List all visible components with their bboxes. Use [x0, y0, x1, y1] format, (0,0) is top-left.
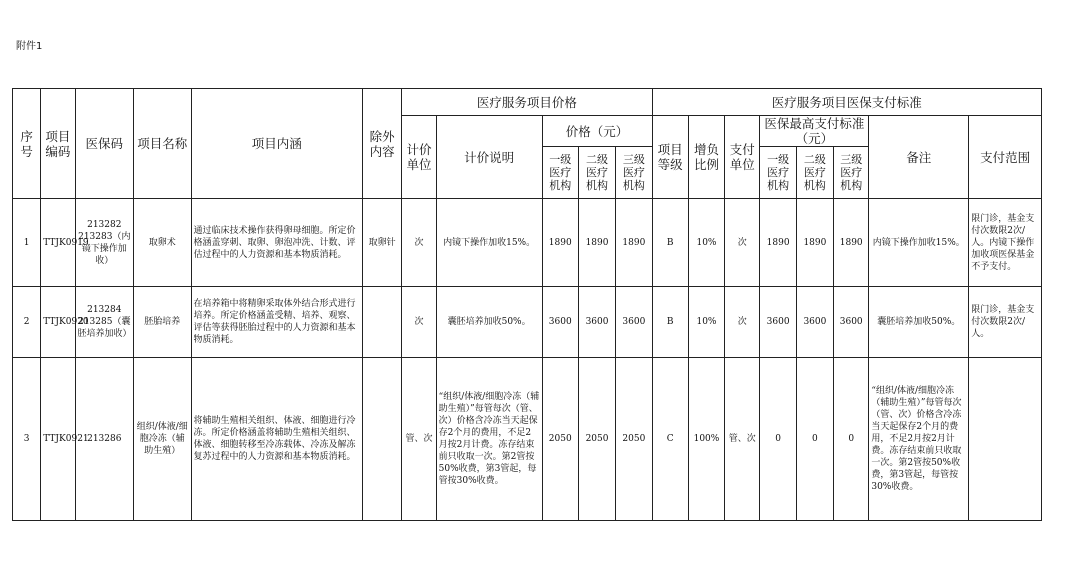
cell-project-code: TTJK0921	[41, 358, 75, 521]
cell-price-level3: 3600	[616, 287, 652, 358]
cell-pricing-unit: 管、次	[402, 358, 436, 521]
header-price-group: 医疗服务项目价格	[402, 89, 652, 116]
header-pay-unit: 支付单位	[725, 116, 760, 199]
header-pay-level2: 二级医疗机构	[796, 147, 833, 199]
cell-remarks: “组织/体液/细胞冷冻（辅助生殖）”每管每次（管、次）价格含冷冻当天起保存2个月的费用，不足2月按2月计费。冻存结束前只收取一次。第2管按50%收费，第3管起，每管按30%收费。	[869, 358, 969, 521]
cell-remarks: 内镜下操作加收15%。	[869, 199, 969, 287]
cell-price-level3: 1890	[616, 199, 652, 287]
cell-content: 将辅助生殖相关组织、体液、细胞进行冷冻。所定价格涵盖将辅助生殖相关组织、体液、细胞转移至冷冻载体、冷冻及解冻复苏过程中的人力资源和基本物质消耗。	[191, 358, 362, 521]
cell-pay-level3: 0	[834, 358, 869, 521]
cell-project-name: 组织/体液/细胞冷冻（辅助生殖）	[134, 358, 192, 521]
cell-pricing-note: “组织/体液/细胞冷冻（辅助生殖）”每管每次（管、次）价格含冷冻当天起保存2个月的费用，不足2月按2月计费。冻存结束前只收取一次。第2管按50%收费，第3管起，每管按30%收费。	[436, 358, 542, 521]
header-price-level2: 二级医疗机构	[578, 147, 615, 199]
cell-insurance-code: 213284 213285（囊胚培养加收）	[75, 287, 134, 358]
cell-pricing-unit: 次	[402, 287, 436, 358]
cell-price-level1: 3600	[542, 287, 578, 358]
header-pricing-note: 计价说明	[436, 116, 542, 199]
cell-pay-unit: 管、次	[725, 358, 760, 521]
cell-pay-level3: 3600	[834, 287, 869, 358]
cell-ratio: 10%	[688, 199, 724, 287]
header-pay-group: 医疗服务项目医保支付标准	[652, 89, 1041, 116]
cell-exclusion: 取卵针	[363, 199, 402, 287]
table-row	[13, 287, 1042, 358]
cell-price-level2: 1890	[578, 199, 615, 287]
cell-pricing-unit: 次	[402, 199, 436, 287]
cell-scope: 限门诊，基金支付次数限2次/人。内镜下操作加收项医保基金不予支付。	[969, 199, 1042, 287]
header-extra-ratio: 增负比例	[688, 116, 724, 199]
cell-ratio: 100%	[688, 358, 724, 521]
header-price-level3: 三级医疗机构	[616, 147, 652, 199]
cell-pay-unit: 次	[725, 287, 760, 358]
cell-insurance-code: 213282 213283（内镜下操作加收）	[75, 199, 134, 287]
header-pay-level1: 一级医疗机构	[760, 147, 796, 199]
attachment-label: 附件1	[16, 41, 43, 52]
cell-grade: B	[652, 287, 688, 358]
header-price-level1: 一级医疗机构	[542, 147, 578, 199]
pricing-table	[12, 88, 1042, 521]
cell-project-code: TTJK0919	[41, 199, 75, 287]
cell-project-name: 胚胎培养	[134, 287, 192, 358]
cell-price-level1: 2050	[542, 358, 578, 521]
cell-seq: 2	[13, 287, 41, 358]
cell-grade: B	[652, 199, 688, 287]
cell-content: 在培养箱中将精卵采取体外结合形式进行培养。所定价格涵盖受精、培养、观察、评估等获得胚胎过程中的人力资源和基本物质消耗。	[191, 287, 362, 358]
cell-pay-level3: 1890	[834, 199, 869, 287]
cell-pay-level1: 0	[760, 358, 796, 521]
header-project-grade: 项目等级	[652, 116, 688, 199]
cell-pricing-note: 内镜下操作加收15%。	[436, 199, 542, 287]
cell-price-level2: 2050	[578, 358, 615, 521]
header-price: 价格（元）	[542, 116, 652, 147]
cell-ratio: 10%	[688, 287, 724, 358]
header-seq: 序号	[13, 89, 41, 199]
cell-price-level3: 2050	[616, 358, 652, 521]
header-pricing-unit: 计价单位	[402, 116, 436, 199]
header-project-code: 项目编码	[41, 89, 75, 199]
cell-exclusion	[363, 358, 402, 521]
cell-remarks: 囊胚培养加收50%。	[869, 287, 969, 358]
cell-project-code: TTJK0920	[41, 287, 75, 358]
header-remarks: 备注	[869, 116, 969, 199]
header-pay-scope: 支付范围	[969, 116, 1042, 199]
header-row-1	[13, 89, 1042, 116]
cell-insurance-code: 213286	[75, 358, 134, 521]
table-row	[13, 199, 1042, 287]
cell-pay-level1: 3600	[760, 287, 796, 358]
header-exclusion: 除外内容	[363, 89, 402, 199]
table-row	[13, 358, 1042, 521]
cell-project-name: 取卵术	[134, 199, 192, 287]
header-project-content: 项目内涵	[191, 89, 362, 199]
header-project-name: 项目名称	[134, 89, 192, 199]
cell-price-level2: 3600	[578, 287, 615, 358]
cell-pay-level2: 0	[796, 358, 833, 521]
header-max-pay: 医保最高支付标准（元）	[760, 116, 869, 147]
header-pay-level3: 三级医疗机构	[834, 147, 869, 199]
cell-pay-level2: 1890	[796, 199, 833, 287]
cell-exclusion	[363, 287, 402, 358]
cell-price-level1: 1890	[542, 199, 578, 287]
header-insurance-code: 医保码	[75, 89, 134, 199]
cell-scope: 限门诊，基金支付次数限2次/人。	[969, 287, 1042, 358]
cell-pay-level1: 1890	[760, 199, 796, 287]
cell-seq: 3	[13, 358, 41, 521]
cell-pay-level2: 3600	[796, 287, 833, 358]
cell-scope	[969, 358, 1042, 521]
cell-seq: 1	[13, 199, 41, 287]
cell-pay-unit: 次	[725, 199, 760, 287]
cell-grade: C	[652, 358, 688, 521]
cell-pricing-note: 囊胚培养加收50%。	[436, 287, 542, 358]
cell-content: 通过临床技术操作获得卵母细胞。所定价格涵盖穿刺、取卵、卵泡冲洗、计数、评估过程中的人力资源和基本物质消耗。	[191, 199, 362, 287]
